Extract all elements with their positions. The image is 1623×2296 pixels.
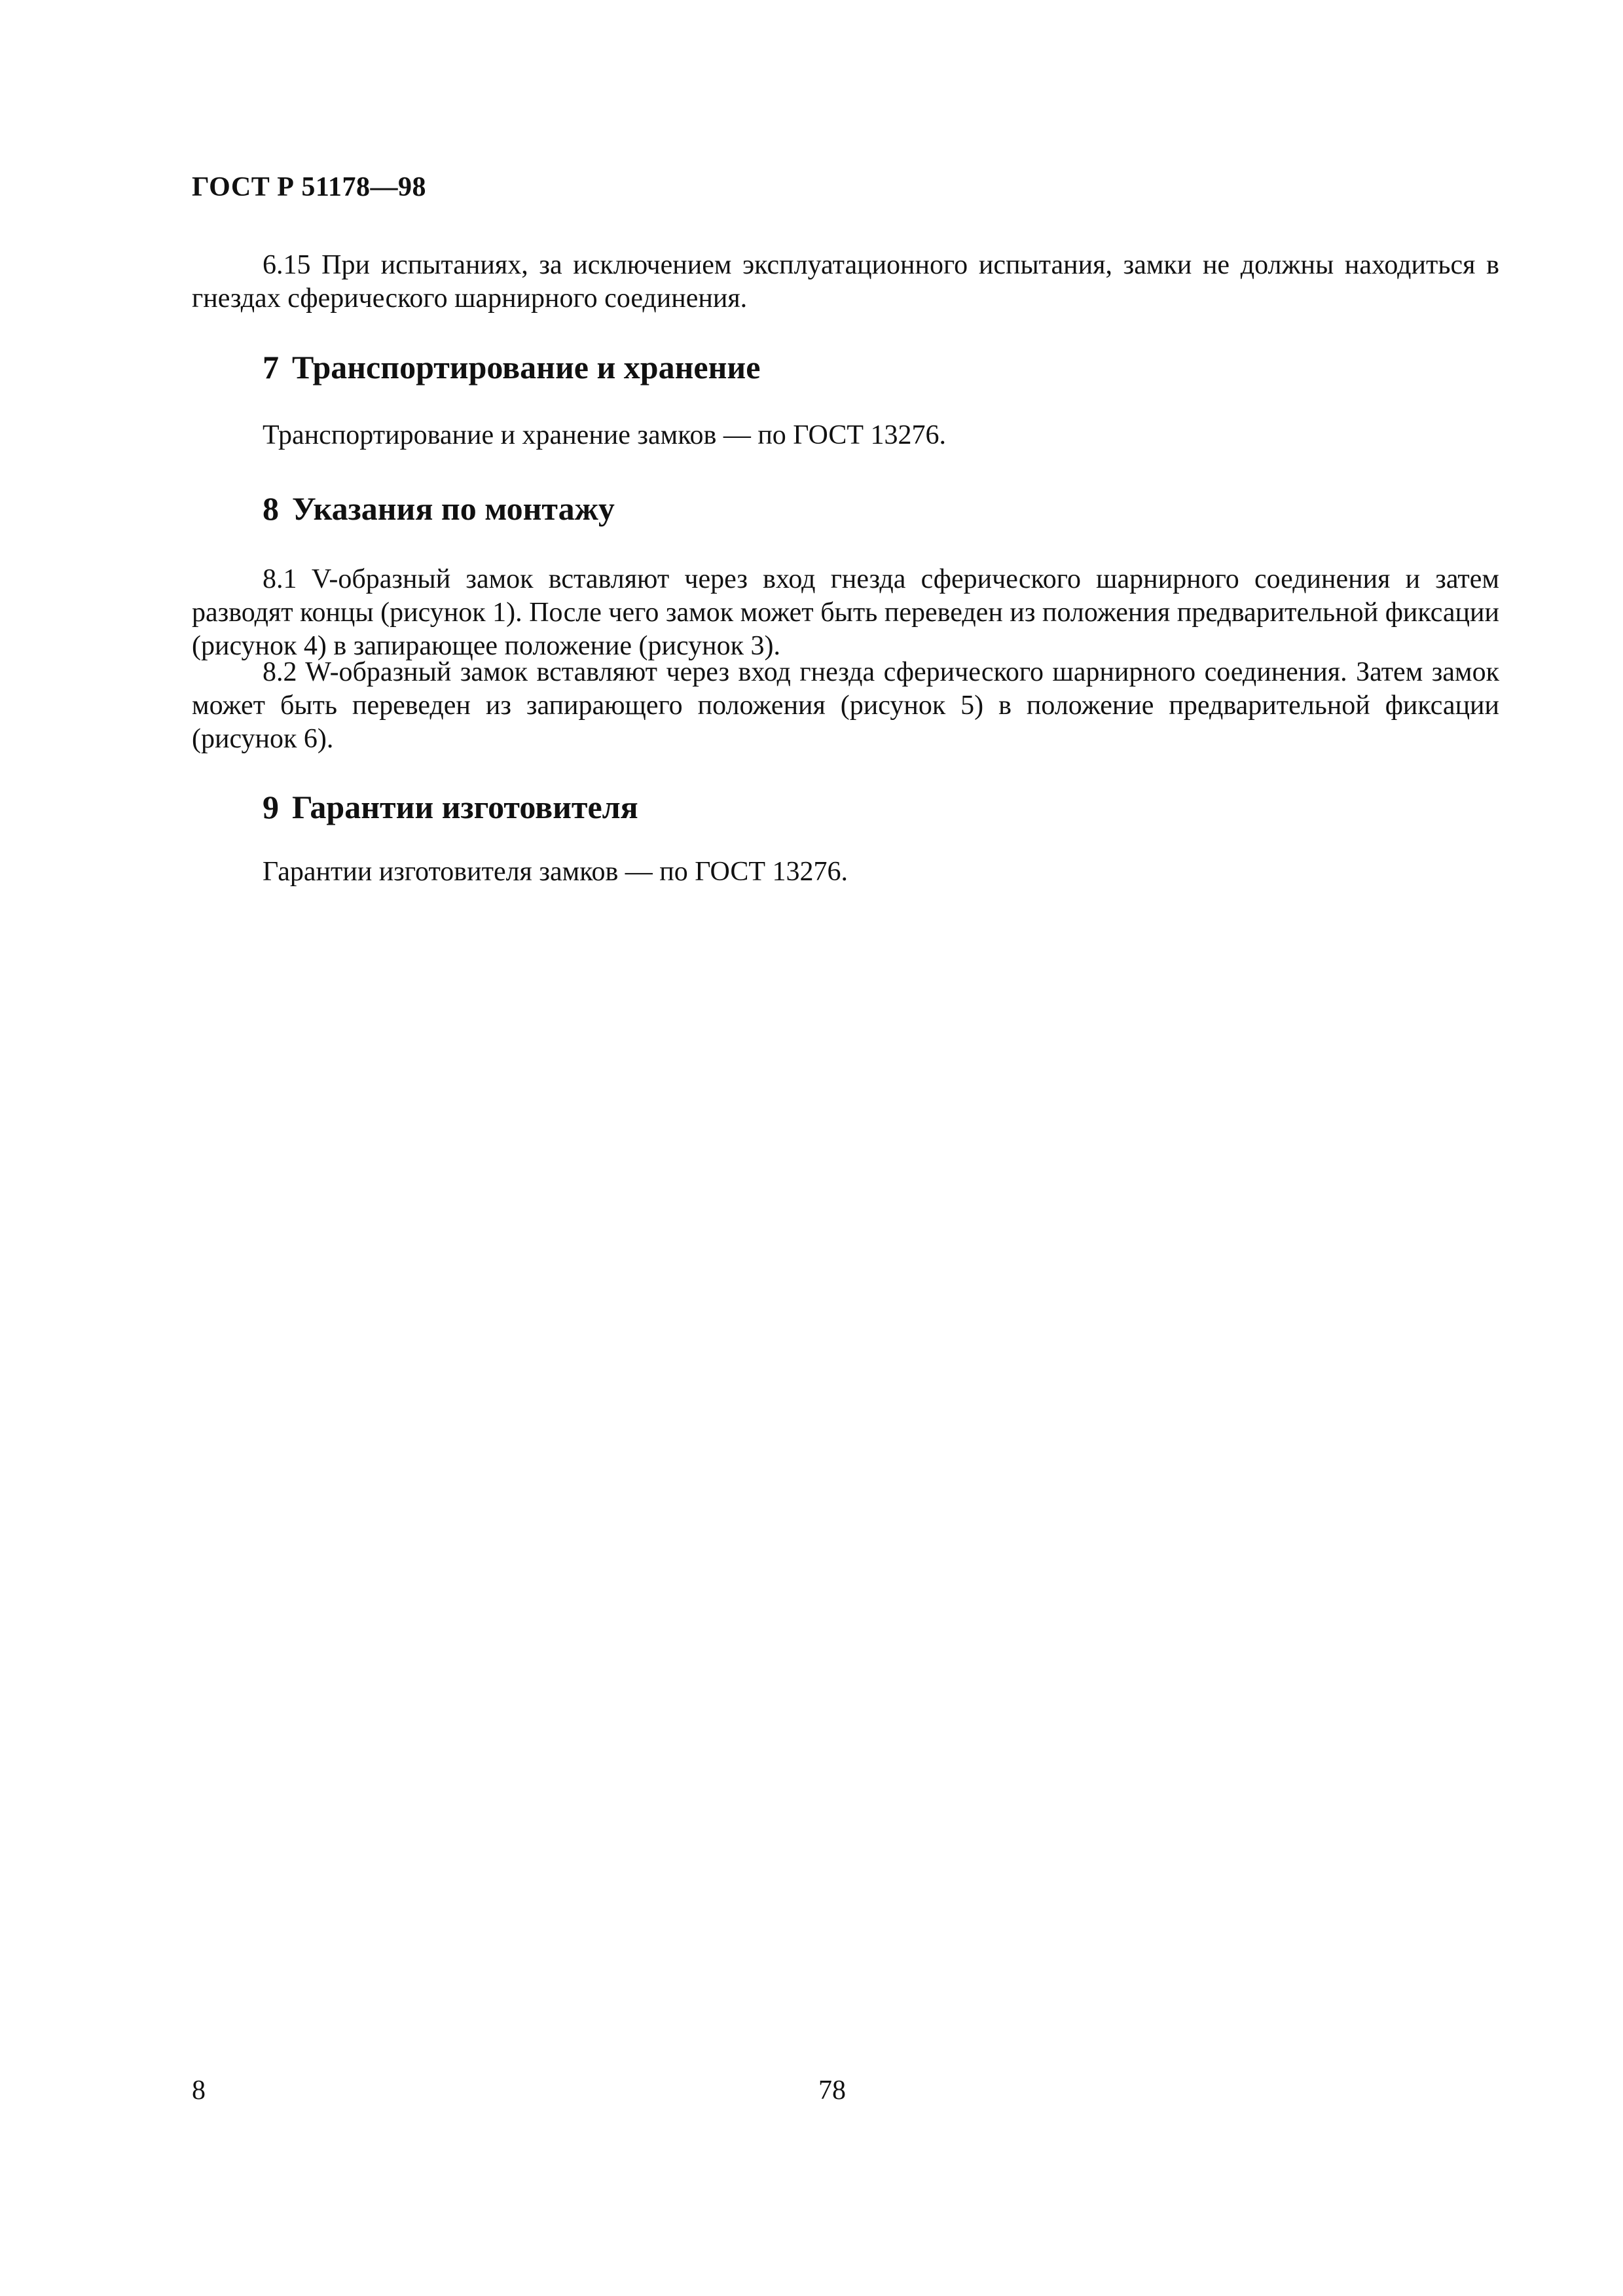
section-7-text: Транспортирование и хранение замков — по ГОСТ 13276. xyxy=(263,420,947,450)
paragraph-8-2: 8.2 W-образный замок вставляют через вход гнезда сферического шарнирного соединения. Затем замок может быть переведен из запирающего положения (рисунок 5) в положение предварительной фиксации (рисунок 6). xyxy=(192,657,1499,754)
paragraph-6-15: 6.15 При испытаниях, за исключением эксплуатационного испытания, замки не должны находиться в гнездах сферического шарнирного соединения. xyxy=(192,250,1499,314)
section-8-title: Указания по монтажу xyxy=(292,490,615,527)
paragraph-8-1: 8.1 V-образный замок вставляют через вход гнезда сферического шарнирного соединения и затем разводят концы (рисунок 1). После чего замок может быть переведен из положения предварительной фиксации (рисунок 4) в запирающее положение (рисунок 3). xyxy=(192,564,1499,661)
section-7-heading xyxy=(263,348,760,386)
section-7-title: Транспортирование и хранение xyxy=(292,349,761,386)
section-7-number: 7 xyxy=(263,349,279,386)
section-9-number: 9 xyxy=(263,789,279,825)
section-8-heading xyxy=(263,490,615,528)
page-number: 8 xyxy=(192,2075,206,2106)
document-header-standard-code: ГОСТ Р 51178—98 xyxy=(192,172,427,202)
section-9-title: Гарантии изготовителя xyxy=(292,789,638,825)
section-8-number: 8 xyxy=(263,490,279,527)
section-9-heading xyxy=(263,788,638,826)
section-9-text: Гарантии изготовителя замков — по ГОСТ 13276. xyxy=(263,857,848,887)
sheet-number: 78 xyxy=(818,2075,846,2106)
